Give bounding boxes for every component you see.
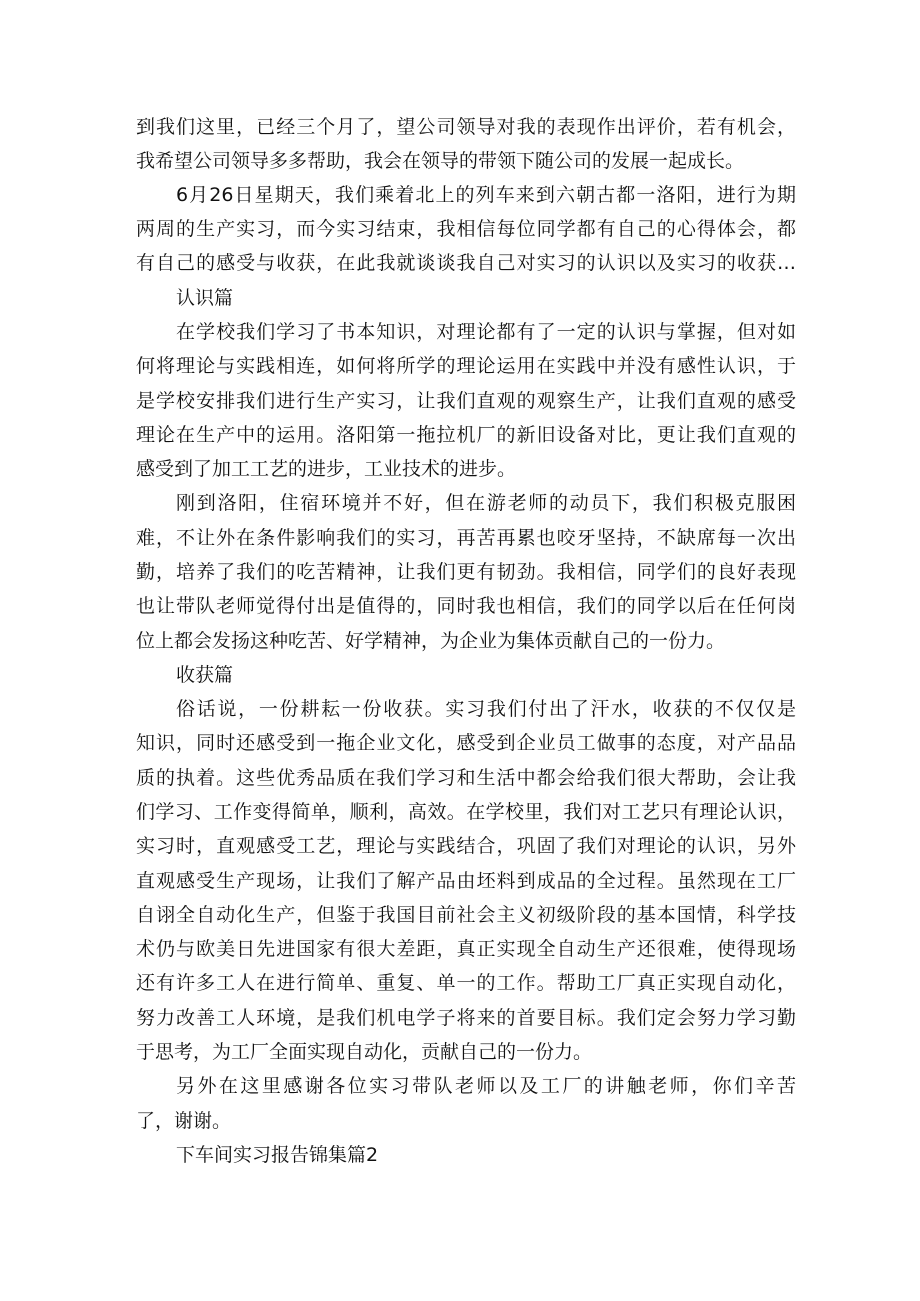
- paragraph-line: 何将理论与实践相连，如何将所学的理论运用在实践中并没有感性认识，于: [136, 355, 796, 377]
- paragraph-line: 有自己的感受与收获，在此我就谈谈我自己对实习的认识以及实习的收获…: [136, 252, 796, 274]
- paragraph-line: 另外在这里感谢各位实习带队老师以及工厂的讲触老师，你们辛苦: [176, 1075, 796, 1097]
- paragraph-line: 也让带队老师觉得付出是值得的，同时我也相信，我们的同学以后在任何岗: [136, 595, 796, 617]
- paragraph-line: 直观感受生产现场，让我们了解产品由坯料到成品的全过程。虽然现在工厂: [136, 870, 796, 892]
- paragraph-line: 难，不让外在条件影响我们的实习，再苦再累也咬牙坚持，不缺席每一次出: [136, 527, 796, 549]
- paragraph-line: 位上都会发扬这种吃苦、好学精神，为企业为集体贡献自己的一份力。: [136, 630, 726, 652]
- paragraph-line: 还有许多工人在进行简单、重复、单一的工作。帮助工厂真正实现自动化，: [136, 972, 796, 994]
- paragraph-line: 知识，同时还感受到一拖企业文化，感受到企业员工做事的态度，对产品品: [136, 732, 796, 754]
- paragraph-line: 感受到了加工工艺的进步，工业技术的进步。: [136, 458, 517, 480]
- paragraph-line: 到我们这里，已经三个月了，望公司领导对我的表现作出评价，若有机会，: [136, 116, 796, 138]
- paragraph-line: 6月26日星期天，我们乘着北上的列车来到六朝古都一洛阳，进行为期: [176, 184, 796, 206]
- paragraph-line: 理论在生产中的运用。洛阳第一拖拉机厂的新旧设备对比，更让我们直观的: [136, 424, 796, 446]
- paragraph-line: 我希望公司领导多多帮助，我会在领导的带领下随公司的发展一起成长。: [136, 150, 745, 172]
- paragraph-line: 勤，培养了我们的吃苦精神，让我们更有韧劲。我相信，同学们的良好表现: [136, 561, 796, 583]
- paragraph-line: 俗话说，一份耕耘一份收获。实习我们付出了汗水，收获的不仅仅是: [176, 698, 796, 720]
- paragraph-line: 自诩全自动化生产，但鉴于我国目前社会主义初级阶段的基本国情，科学技: [136, 904, 796, 926]
- next-section-title: 下车间实习报告锦集篇2: [176, 1144, 379, 1166]
- paragraph-line: 实习时，直观感受工艺，理论与实践结合，巩固了我们对理论的认识，另外: [136, 835, 796, 857]
- section-heading-harvest: 收获篇: [176, 664, 234, 686]
- section-heading-recognition: 认识篇: [176, 287, 234, 309]
- paragraph-line: 努力改善工人环境，是我们机电学子将来的首要目标。我们定会努力学习勤: [136, 1007, 796, 1029]
- paragraph-line: 刚到洛阳，住宿环境并不好，但在游老师的动员下，我们积极克服困: [176, 492, 796, 514]
- paragraph-line: 于思考，为工厂全面实现自动化，贡献自己的一份力。: [136, 1041, 593, 1063]
- paragraph-line: 是学校安排我们进行生产实习，让我们直观的观察生产，让我们直观的感受: [136, 390, 796, 412]
- paragraph-line: 两周的生产实习，而今实习结束，我相信每位同学都有自己的心得体会，都: [136, 218, 796, 240]
- paragraph-line: 质的执着。这些优秀品质在我们学习和生活中都会给我们很大帮助，会让我: [136, 767, 796, 789]
- paragraph-line: 们学习、工作变得简单，顺利，高效。在学校里，我们对工艺只有理论认识，: [136, 801, 796, 823]
- paragraph-line: 在学校我们学习了书本知识，对理论都有了一定的认识与掌握，但对如: [176, 321, 796, 343]
- paragraph-line: 了，谢谢。: [136, 1110, 232, 1132]
- paragraph-line: 术仍与欧美日先进国家有很大差距，真正实现全自动生产还很难，使得现场: [136, 938, 796, 960]
